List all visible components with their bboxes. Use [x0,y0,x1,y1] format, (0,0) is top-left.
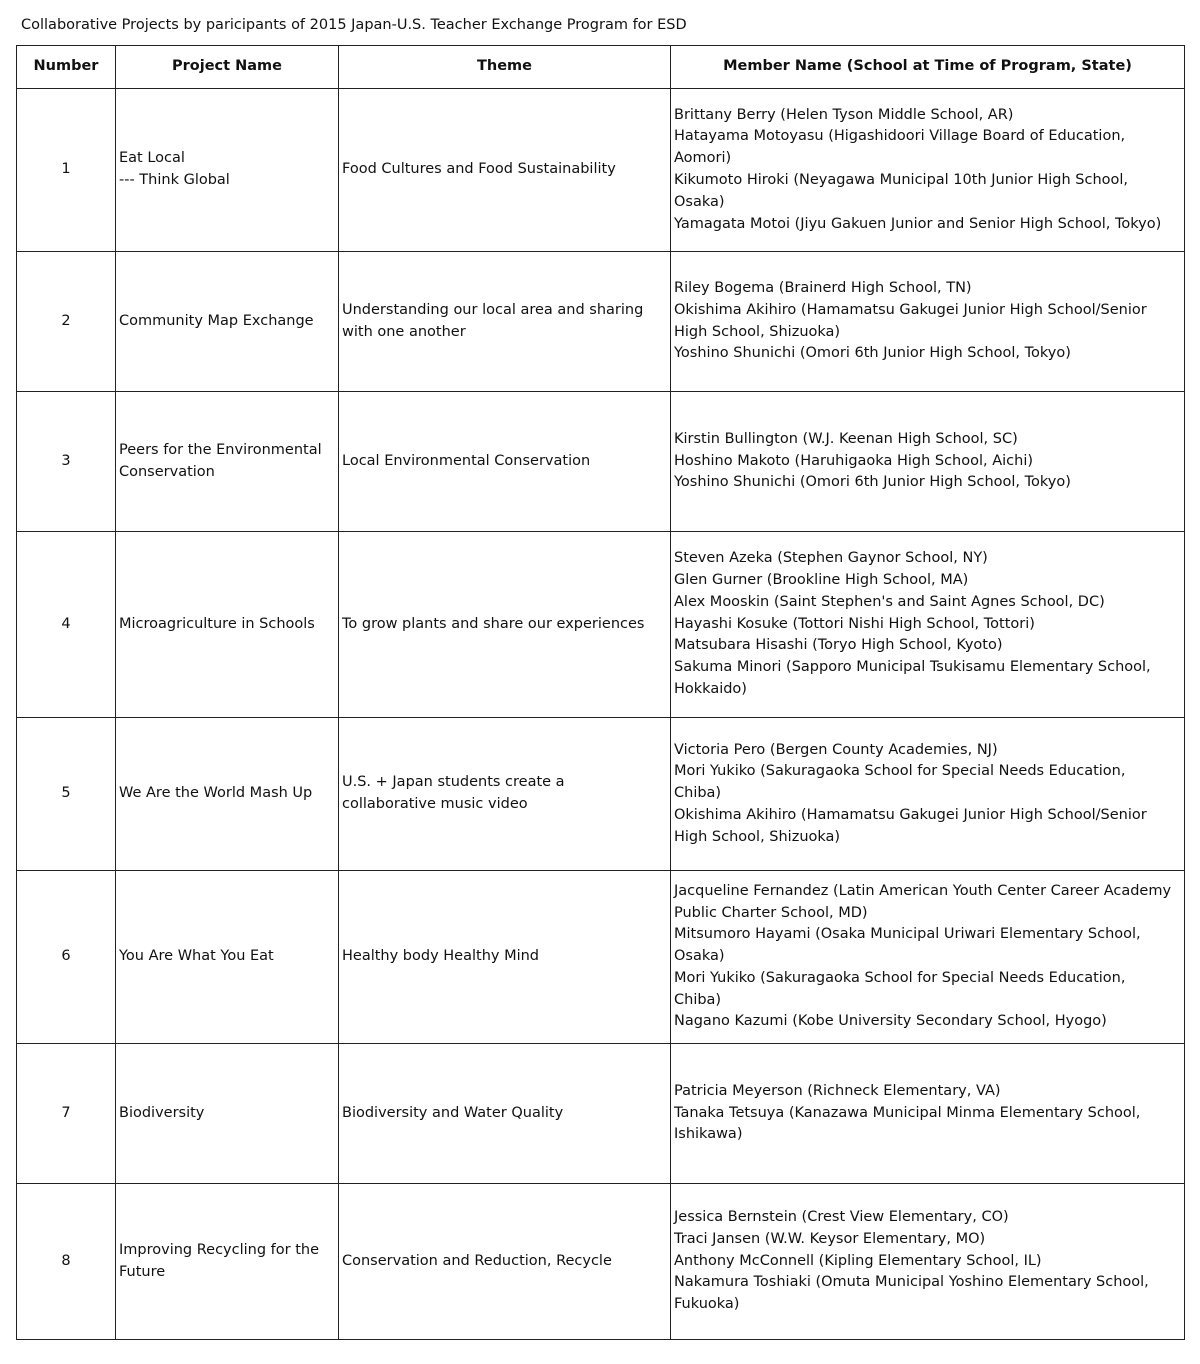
header-member-name: Member Name (School at Time of Program, State) [671,46,1185,89]
cell-project-name [116,392,339,532]
cell-members-line: Nakamura Toshiaki (Omuta Municipal Yoshino Elementary School, [674,1274,1149,1291]
cell-members-line: Public Charter School, MD) [674,904,868,921]
cell-members [671,718,1185,871]
header-theme: Theme [339,46,671,89]
cell-members-line: Brittany Berry (Helen Tyson Middle School, AR) [674,106,1014,123]
cell-theme-line: Healthy body Healthy Mind [342,948,540,965]
cell-members-line: Yamagata Motoi (Jiyu Gakuen Junior and Senior High School, Tokyo) [674,215,1162,232]
cell-members-line: Mori Yukiko (Sakuragaoka School for Special Needs Education, [674,763,1126,780]
cell-theme [339,252,671,392]
header-number: Number [17,46,116,89]
cell-members-line: High School, Shizuoka) [674,828,841,845]
table-row [17,532,1185,718]
cell-number: 7 [17,1044,116,1184]
cell-number: 1 [17,89,116,252]
table-row [17,89,1185,252]
cell-project-name-line: Future [119,1263,166,1280]
cell-theme-line: Biodiversity and Water Quality [342,1104,564,1121]
cell-project-name [116,1044,339,1184]
cell-theme-line: Understanding our local area and sharing [342,301,644,318]
cell-theme-line: Conservation and Reduction, Recycle [342,1252,612,1269]
cell-members-line: Chiba) [674,991,722,1008]
cell-members [671,1044,1185,1184]
cell-theme-line: collaborative music video [342,796,528,812]
projects-table [16,45,1185,1340]
cell-members-line: Alex Mooskin (Saint Stephen's and Saint Agnes School, DC) [674,593,1105,610]
cell-members-line: Okishima Akihiro (Hamamatsu Gakugei Junior High School/Senior [674,301,1147,318]
cell-theme [339,392,671,532]
cell-number: 4 [17,532,116,718]
cell-project-name-line: You Are What You Eat [119,948,274,965]
cell-members-line: High School, Shizuoka) [674,323,841,340]
cell-theme-line: To grow plants and share our experiences [342,615,645,632]
cell-members-line: Victoria Pero (Bergen County Academies, NJ) [674,741,998,758]
cell-theme [339,1184,671,1340]
cell-theme [339,532,671,718]
cell-theme-line: with one another [342,323,466,340]
header-project-name: Project Name [116,46,339,89]
table-row [17,252,1185,392]
cell-members [671,871,1185,1044]
cell-project-name-line: Biodiversity [119,1104,205,1121]
cell-members-line: Mori Yukiko (Sakuragaoka School for Special Needs Education, [674,969,1126,986]
cell-members-line: Yoshino Shunichi (Omori 6th Junior High School, Tokyo) [674,345,1071,362]
cell-members-line: Traci Jansen (W.W. Keysor Elementary, MO) [674,1230,986,1247]
cell-members-line: Patricia Meyerson (Richneck Elementary, VA) [674,1082,1001,1099]
cell-members-line: Osaka) [674,193,725,210]
cell-members-line: Glen Gurner (Brookline High School, MA) [674,572,969,588]
cell-project-name-line: Peers for the Environmental [119,441,322,458]
cell-number: 8 [17,1184,116,1340]
cell-members-line: Tanaka Tetsuya (Kanazawa Municipal Minma Elementary School, [674,1104,1141,1121]
cell-members-line: Anthony McConnell (Kipling Elementary School, IL) [674,1252,1042,1269]
table-caption: Collaborative Projects by paricipants of 2015 Japan-U.S. Teacher Exchange Program for ESD [21,17,687,33]
cell-members [671,1184,1185,1340]
cell-project-name [116,532,339,718]
cell-members-line: Hayashi Kosuke (Tottori Nishi High School, Tottori) [674,615,1035,632]
cell-number: 2 [17,252,116,392]
cell-theme-line: Local Environmental Conservation [342,452,591,469]
cell-members [671,252,1185,392]
cell-members-line: Hokkaido) [674,680,747,697]
table-row [17,718,1185,871]
cell-members-line: Riley Bogema (Brainerd High School, TN) [674,279,972,296]
cell-project-name-line: Conservation [119,463,215,480]
cell-project-name [116,718,339,871]
cell-members-line: Mitsumoro Hayami (Osaka Municipal Uriwari Elementary School, [674,926,1141,943]
cell-members-line: Steven Azeka (Stephen Gaynor School, NY) [674,550,988,567]
cell-project-name-line: Eat Local [119,150,185,167]
cell-members-line: Kikumoto Hiroki (Neyagawa Municipal 10th Junior High School, [674,172,1129,188]
cell-project-name-line: Microagriculture in Schools [119,615,315,632]
cell-project-name [116,1184,339,1340]
cell-members [671,532,1185,718]
cell-members-line: Chiba) [674,785,722,802]
cell-project-name [116,871,339,1044]
table-row [17,392,1185,532]
cell-members-line: Hatayama Motoyasu (Higashidoori Village Board of Education, [674,128,1126,145]
header-row [17,46,1185,89]
cell-members [671,89,1185,252]
cell-members-line: Jessica Bernstein (Crest View Elementary, CO) [674,1209,1009,1225]
cell-members-line: Okishima Akihiro (Hamamatsu Gakugei Junior High School/Senior [674,806,1147,823]
table-row [17,1044,1185,1184]
cell-theme-line: Food Cultures and Food Sustainability [342,161,616,178]
cell-members-line: Osaka) [674,948,725,965]
cell-project-name-line: We Are the World Mash Up [119,785,313,802]
cell-theme [339,718,671,871]
cell-members-line: Fukuoka) [674,1296,740,1313]
cell-project-name-line: Improving Recycling for the [119,1241,320,1258]
cell-project-name [116,252,339,392]
cell-number: 3 [17,392,116,532]
cell-project-name-line: Community Map Exchange [119,312,314,329]
cell-members-line: Matsubara Hisashi (Toryo High School, Kyoto) [674,637,1003,654]
cell-theme [339,89,671,252]
table-body [17,89,1185,1340]
cell-members-line: Hoshino Makoto (Haruhigaoka High School, Aichi) [674,452,1034,469]
cell-members-line: Aomori) [674,150,732,167]
cell-project-name-line: --- Think Global [119,172,230,188]
cell-theme-line: U.S. + Japan students create a [342,774,565,791]
cell-project-name [116,89,339,252]
cell-members-line: Sakuma Minori (Sapporo Municipal Tsukisamu Elementary School, [674,659,1151,676]
cell-members-line: Yoshino Shunichi (Omori 6th Junior High School, Tokyo) [674,474,1071,491]
cell-members [671,392,1185,532]
cell-members-line: Jacqueline Fernandez (Latin American Youth Center Career Academy [674,882,1172,899]
table-row [17,1184,1185,1340]
cell-theme [339,1044,671,1184]
cell-members-line: Nagano Kazumi (Kobe University Secondary School, Hyogo) [674,1013,1107,1030]
cell-theme [339,871,671,1044]
table-row [17,871,1185,1044]
cell-number: 5 [17,718,116,871]
cell-members-line: Kirstin Bullington (W.J. Keenan High School, SC) [674,430,1018,447]
cell-members-line: Ishikawa) [674,1126,743,1143]
cell-number: 6 [17,871,116,1044]
